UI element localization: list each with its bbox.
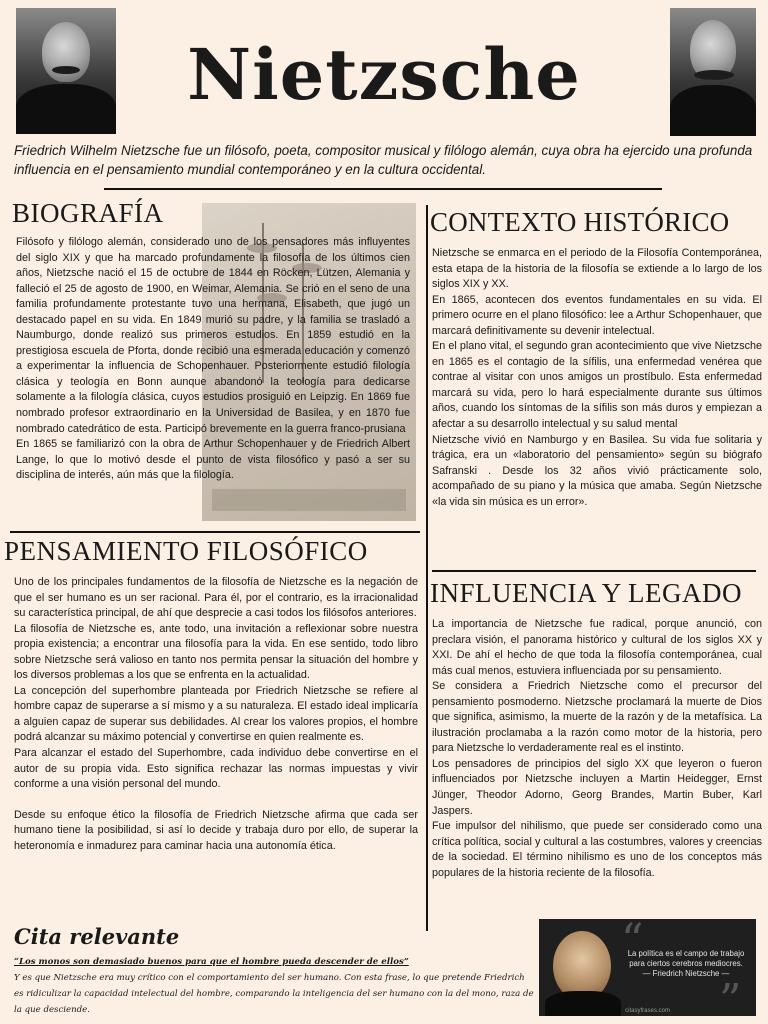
influencia-paragraph: Fue impulsor del nihilismo, que puede ser considerado como una crítica política, social y cultural a las costumbres, valores y creencias de la sociedad. El término nihilismo es uno de los conceptos más populares de la historia reciente de la filosofía.: [432, 820, 762, 879]
biografia-paragraph: Filósofo y filólogo alemán, considerado uno de los pensadores más influyentes del siglo XIX y que ha marcado profundamente la filosofía de los últimos cien años, Nietzsche nació el 15 de octubre de 1844 en Röcken, Lützen, Alemania y falleció el 25 de agosto de 1900, en Weimar, Alemania. Se crió en el seno de una familia profundamente protestante tuvo una hermana, Elisabeth, que jugó un destacado papel en su vida. En 1849 murió su padre, y la familia se trasladó a Naumburgo, donde realizó sus primeros estudios. En 1859 estudió en la prestigiosa escuela de Pforta, donde recibió una esmerada educación y comenzó a experimentar la influencia de Schopenhauer. Posteriormente estudió filología clásica y teología en Bonn aunque abandonó la teología para dedicarse solamente a la filología clásica, cuyos estudios prosiguió en Leipzig. En 1869 fue nombrado profesor extraordinario en la Universidad de Basilea, y en 1870 fue nombrado catedrático de esta. Participó brevemente en la guerra franco-prusiana: [16, 236, 410, 435]
divider-pensamiento: [10, 531, 420, 533]
influencia-paragraph: Los pensadores de principios del siglo XX que leyeron o fueron influenciados por Nietzsche incluyen a Martin Heidegger, Ernst Jünger, Theodor Adorno, Georg Brandes, Martin Buber, Karl Jaspers.: [432, 757, 762, 817]
influencia-paragraph: Se considera a Friedrich Nietzsche como el precursor del pensamiento posmoderno. Nietzsche proclamará la muerte de Dios que significa, asimismo, la muerte de la razón y de la metafísica. La ilustración proclamaba a la razón como motor de la historia, pero para Nietzsche lo verdaderamente real es el instinto.: [432, 680, 762, 755]
contexto-paragraph: Nietzsche vivió en Namburgo y en Basilea. Su vida fue solitaria y trágica, era un «laboratorio del pensamiento» según su biógrafo Safranski . Desde los 32 años vivió prácticamente solo, acompañado de su piano y la música que amaba. Según Nietzsche «la vida sin música es un error».: [432, 433, 762, 508]
divider-top: [104, 188, 662, 190]
influencia-paragraph: La importancia de Nietzsche fue radical, porque anunció, con preclara visión, el panorama histórico y cultural de los siglos XX y XXI. De ahí el hecho de que toda la filosofía contemporánea, cual más cual menos, estuviera influenciada por su pensamiento.: [432, 618, 762, 677]
quote-card-image: [539, 919, 756, 1016]
quote-card-text: [621, 949, 751, 979]
cita-quote: “Los monos son demasiado buenos para que el hombre pueda descender de ellos”: [14, 957, 409, 967]
pensamiento-paragraph: La filosofía de Nietzsche es, ante todo, una invitación a reflexionar sobre nuestra propia existencia; a encontrar una filosofía para la vida. En ese sentido, todo libro sobre Nietzsche será valioso en tanto nos permita pensar la situación del hombre y los diversos problemas a los que se enfrenta en la actualidad.: [14, 622, 418, 682]
intro-text: Friedrich Wilhelm Nietzsche fue un filósofo, poeta, compositor musical y filólogo alemán, cuya obra ha ejercido una profunda influencia en el pensamiento mundial contemporáneo y en la cultura occidental.: [14, 143, 753, 177]
divider-vertical: [426, 205, 428, 931]
divider-influencia: [432, 570, 756, 572]
biografia-paragraph: En 1865 se familiarizó con la obra de Arthur Schopenhauer y de Friedrich Albert Lange, lo que lo motivó desde el punto de vista filosófico y pasó a ser su disciplina de interés, aún más que la filología.: [16, 438, 410, 482]
page-title: Nietzsche: [187, 33, 581, 116]
quote-card-site: citasyfrases.com: [625, 1008, 670, 1014]
quote-card-quote: La política es el campo de trabajo para ciertos cerebros mediocres.: [627, 949, 745, 968]
pensamiento-text: [14, 575, 418, 854]
influencia-text: [432, 617, 762, 881]
pensamiento-paragraph: La concepción del superhombre planteada por Friedrich Nietzsche se refiere al hombre capaz de superarse a sí mismo y a su naturaleza. El estado ideal implicaría a alguien capaz de superar sus debilidades. Al crear los valores propios, el hombre podrá alcanzar su máximo potencial y convertirse en quien realmente es.: [14, 684, 418, 744]
influencia-heading: INFLUENCIA Y LEGADO: [430, 578, 742, 608]
open-quote-icon: “: [621, 919, 644, 966]
contexto-paragraph: En el plano vital, el segundo gran acontecimiento que vive Nietzsche en 1865 es el contagio de la sífilis, una enfermedad venérea que contrae al visitar con unos amigos un prostíbulo. Esta enfermedad marcará su vida, pero lo hará especialmente durante sus últimos años, cuando los síntomas de la sífilis son más duros y empiezan a afectar a su desarrollo intelectual y su salud mental: [432, 340, 762, 431]
cita-explanation: Y es que Nietzsche era muy crítico con el comportamiento del ser humano. Con esta frase, lo que pretende Friedrich es ridiculizar la capacidad intelectual del hombre, comparando la inteligencia del ser humano con la del mono, raza de la que desciende.: [14, 973, 534, 1015]
contexto-heading: CONTEXTO HISTÓRICO: [430, 207, 730, 237]
pensamiento-paragraph: Desde su enfoque ético la filosofía de Friedrich Nietzsche afirma que cada ser humano tiene la posibilidad, si así lo decide y trabaja duro por ello, de superar la heteronomía e inmadurez para caminar hacia una autonomía ética.: [14, 808, 418, 852]
contexto-paragraph: Nietzsche se enmarca en el periodo de la Filosofía Contemporánea, esta etapa de la historia de la filosofía se extiende a lo largo de los siglos XIX y XX.: [432, 247, 762, 291]
quote-card-author: — Friedrich Nietzsche —: [642, 969, 730, 978]
pensamiento-paragraph: Uno de los principales fundamentos de la filosofía de Nietzsche es la negación de que el ser humano es un ser racional. Para él, por el contrario, es la irracionalidad su característica principal, de ahí que desprecie a casi todos los filósofos anteriores.: [14, 576, 418, 620]
pensamiento-heading: PENSAMIENTO FILOSÓFICO: [4, 536, 368, 566]
close-quote-icon: ”: [719, 975, 742, 1016]
biografia-text: [16, 235, 410, 484]
contexto-text: [432, 246, 762, 510]
pensamiento-paragraph: Para alcanzar el estado del Superhombre, cada individuo debe convertirse en el autor de su propia vida. Esto significa rechazar las normas impuestas y vivir conforme a una visión personal del mundo.: [14, 747, 418, 791]
cita-text: [14, 954, 534, 1018]
biografia-heading: BIOGRAFÍA: [12, 198, 164, 228]
contexto-paragraph: En 1865, acontecen dos eventos fundamentales en su vida. El primero ocurre en el plano filosófico: lee a Arthur Schopenhauer, que marcará definitivamente su devenir intelectual.: [432, 293, 762, 337]
cita-heading: Cita relevante: [14, 924, 180, 949]
